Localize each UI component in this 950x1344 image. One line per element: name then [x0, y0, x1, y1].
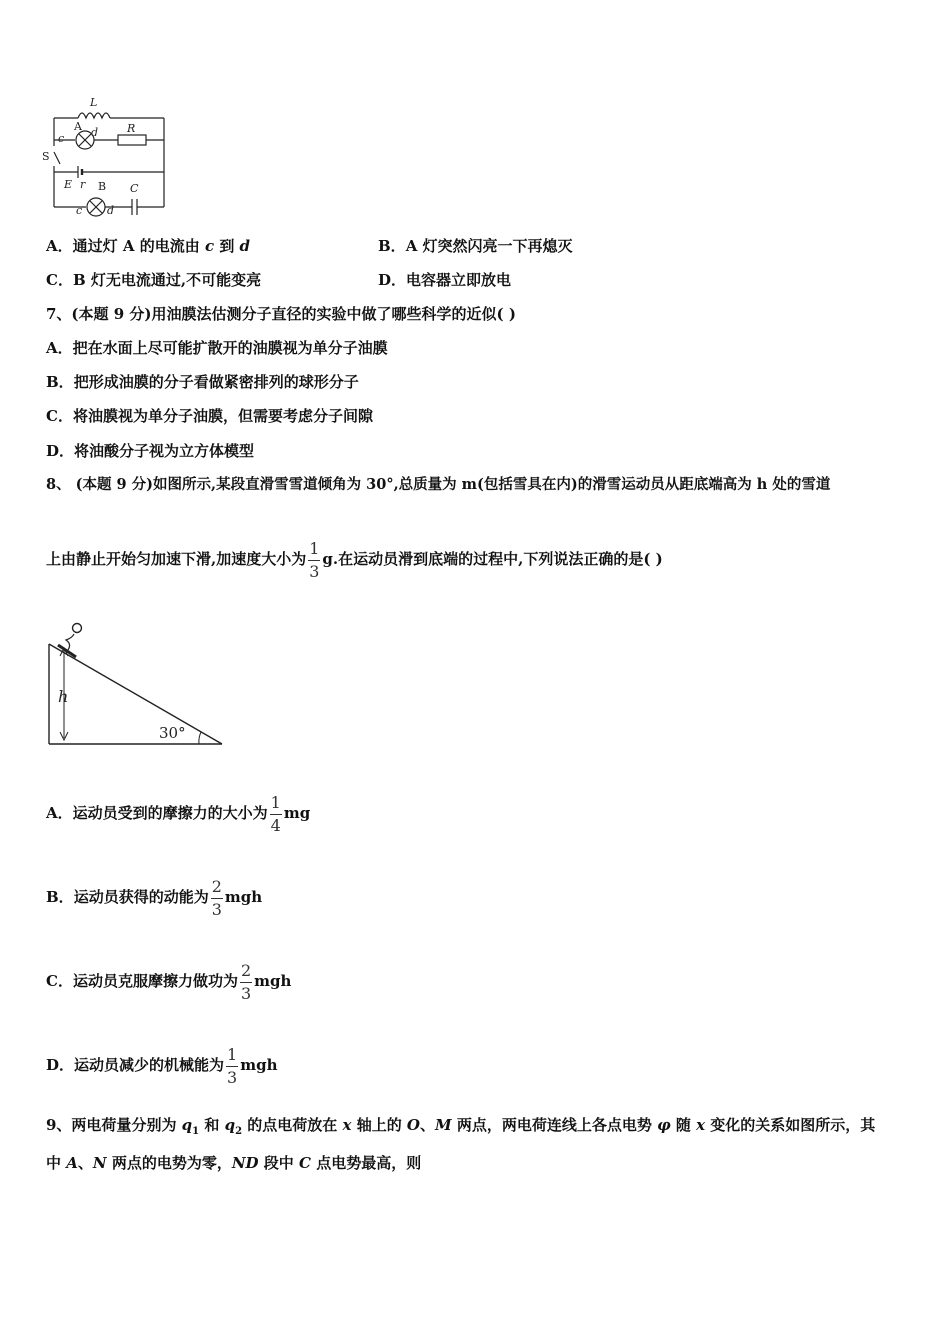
q8-option-b: B．运动员获得的动能为 $\frac{2}{3}$ mgh	[46, 876, 263, 919]
q7-option-b: B．把形成油膜的分子看做紧密排列的球形分子	[46, 373, 359, 391]
q8-stem-line1: 8、 (本题 9 分)如图所示,某段直滑雪雪道倾角为 30°,总质量为 m(包括雪具在内)的滑雪运动员从距底端高为 h 处的雪道	[46, 476, 831, 493]
q8-stem-fraction: $\frac{1}{3}$	[309, 538, 320, 581]
circuit-label-d-top: d	[91, 126, 99, 139]
slope-angle-label: 30°	[159, 724, 186, 742]
q8-stem-line2: 上由静止开始匀加速下滑,加速度大小为 $\frac{1}{3}$ g.在运动员滑到底端的过程中,下列说法正确的是( )	[46, 538, 663, 581]
circuit-label-d-bot: d	[107, 204, 115, 217]
q8-option-c-fraction: $\frac{2}{3}$	[240, 960, 252, 1003]
circuit-label-L: L	[90, 96, 98, 109]
circuit-label-A: A	[74, 120, 82, 133]
circuit-label-c-top: c	[58, 132, 65, 145]
circuit-label-S: S	[42, 150, 50, 163]
circuit-label-R: R	[127, 122, 136, 135]
q7-option-c: C．将油膜视为单分子油膜，但需要考虑分子间隙	[46, 407, 373, 425]
q6-option-b: B．A 灯突然闪亮一下再熄灭	[378, 237, 573, 255]
q8-option-d: D．运动员减少的机械能为 $\frac{1}{3}$ mgh	[46, 1044, 278, 1087]
q8-option-c: C．运动员克服摩擦力做功为 $\frac{2}{3}$ mgh	[46, 960, 292, 1003]
circuit-diagram	[40, 92, 175, 220]
slope-diagram	[44, 618, 228, 748]
circuit-label-C: C	[130, 182, 139, 195]
q7-option-a: A．把在水面上尽可能扩散开的油膜视为单分子油膜	[46, 339, 388, 357]
circuit-label-r: r	[80, 178, 86, 191]
circuit-label-c-bot: c	[76, 204, 83, 217]
circuit-label-B: B	[98, 180, 107, 193]
q7-option-d: D．将油酸分子视为立方体模型	[46, 442, 255, 460]
q8-option-b-fraction: $\frac{2}{3}$	[211, 876, 222, 919]
q6-option-a: A．通过灯 A 的电流由 c 到 d	[46, 237, 251, 255]
q7-stem: 7、(本题 9 分)用油膜法估测分子直径的实验中做了哪些科学的近似( )	[46, 305, 516, 323]
q6-option-c: C．B 灯无电流通过,不可能变亮	[46, 271, 262, 289]
q6-option-d: D．电容器立即放电	[378, 271, 512, 289]
q8-option-a-fraction: $\frac{1}{4}$	[270, 792, 281, 835]
slope-height-label: h	[58, 687, 69, 706]
q9-stem-line2: 中 A、N 两点的电势为零，ND 段中 C 点电势最高，则	[46, 1154, 422, 1172]
q8-option-a: A．运动员受到的摩擦力的大小为 $\frac{1}{4}$ mg	[46, 792, 311, 835]
q9-stem-line1: 9、两电荷量分别为 $q_1$ 和 $q_2$ 的点电荷放在 x 轴上的 O、M 两点，两电荷连线上各点电势 φ 随 x 变化的关系如图所示，其	[46, 1116, 876, 1137]
q8-option-d-fraction: $\frac{1}{3}$	[227, 1044, 238, 1087]
circuit-label-E: E	[64, 178, 73, 191]
